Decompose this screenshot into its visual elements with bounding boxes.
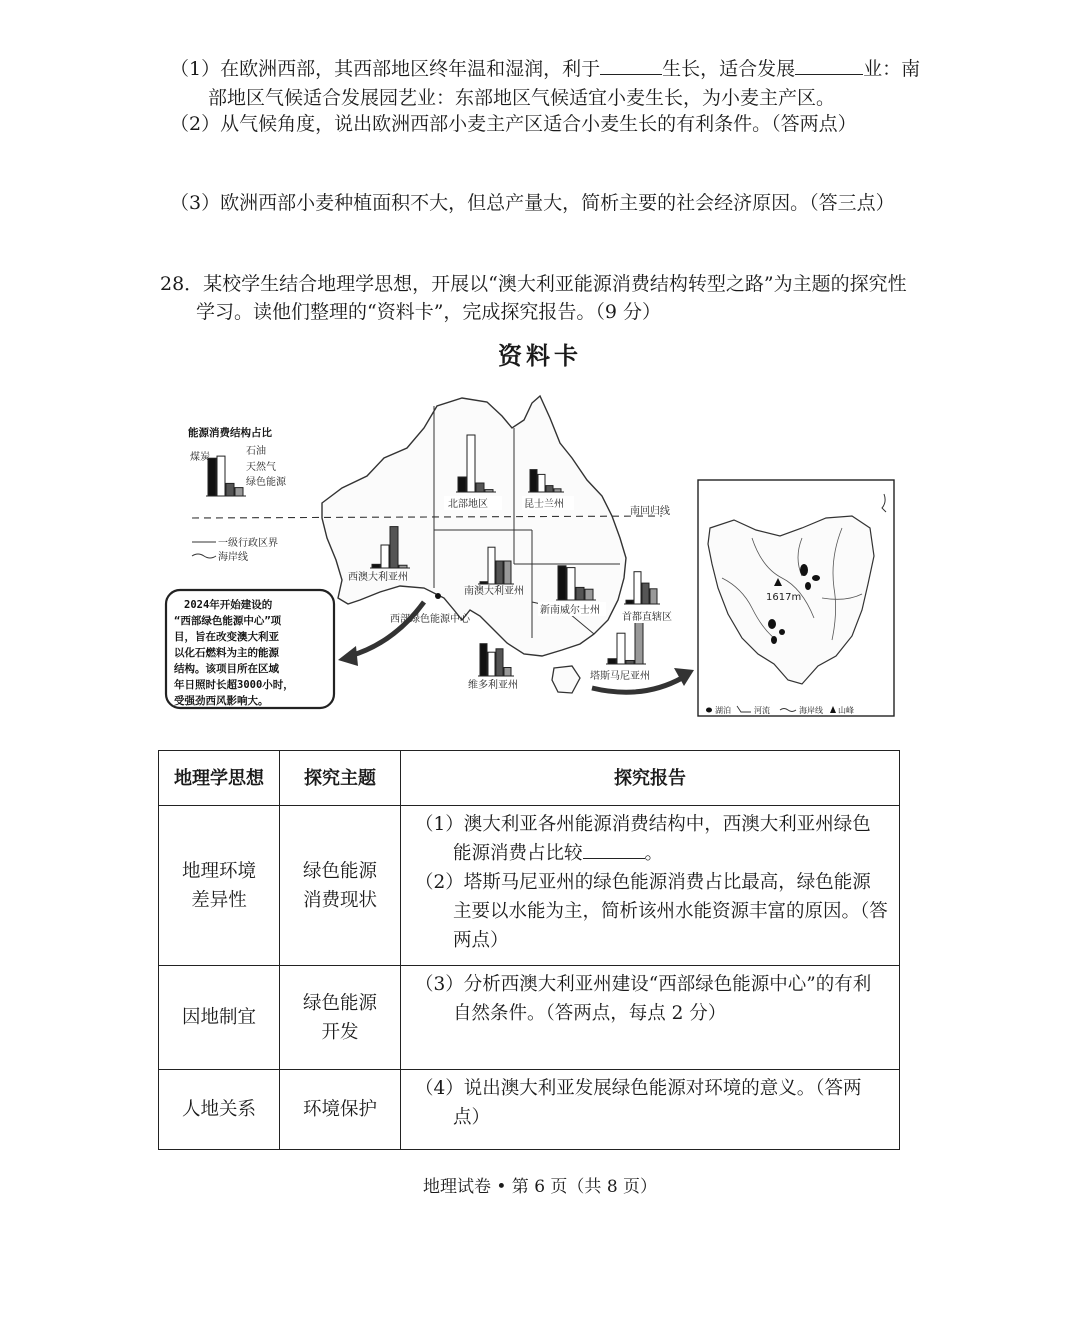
arrow-head-note xyxy=(338,646,358,666)
bar-oil xyxy=(217,456,225,496)
report-part4: （4）说出澳大利亚发展绿色能源对环境的意义。（答两点） xyxy=(415,1078,862,1128)
bar-green xyxy=(504,668,511,677)
legend-oil: 石油 xyxy=(246,446,266,457)
bar-green xyxy=(504,561,511,584)
bar-coal xyxy=(608,659,616,664)
bar-coal xyxy=(458,477,466,492)
center-marker xyxy=(435,593,441,599)
q27-p1-text-b: 生长，适合发展 xyxy=(662,58,796,80)
tasmania-outline xyxy=(552,666,580,693)
inset-legend-river: 河流 xyxy=(754,706,770,715)
bars-tas xyxy=(606,620,646,664)
label-act: 首都直辖区 xyxy=(622,612,672,623)
bar-green xyxy=(635,620,643,664)
row2-report xyxy=(401,966,900,1070)
bar-coal xyxy=(626,600,633,604)
report-part1-b: 源消费占比较 xyxy=(471,843,583,864)
answer-blank[interactable] xyxy=(583,840,645,859)
header-report: 探究报告 xyxy=(401,751,900,806)
row2-theme xyxy=(280,966,401,1070)
bar-gas xyxy=(642,583,649,604)
row1-theme xyxy=(280,806,401,966)
bar-oil xyxy=(381,545,389,568)
bar-green xyxy=(585,589,593,600)
inquiry-report-table xyxy=(158,750,900,1150)
row1-thought xyxy=(159,806,280,966)
q28-stem-line2: 学习。读他们整理的“资料卡”，完成探究报告。（9 分） xyxy=(196,301,662,323)
table-row xyxy=(159,806,900,966)
q27-part2: （2）从气候角度，说出欧洲西部小麦主产区适合小麦生长的有利条件。（答两点） xyxy=(170,113,857,135)
row3-theme: 环境保护 xyxy=(280,1070,401,1150)
bar-oil xyxy=(467,435,475,492)
bar-oil xyxy=(634,572,641,604)
bar-gas xyxy=(576,587,584,600)
q27-p1-text-c: 业：南 xyxy=(863,58,921,80)
bar-coal xyxy=(558,566,566,600)
page-footer: 地理试卷 • 第 6 页（共 8 页） xyxy=(422,1177,658,1197)
bar-oil xyxy=(488,652,495,676)
legend-admin: 一级行政区界 xyxy=(218,538,278,549)
row2-theme-a: 绿色能源 xyxy=(302,992,377,1014)
report-part1-c: 。 xyxy=(644,843,664,864)
inset-legend-peak: 山峰 xyxy=(838,706,854,715)
legend-bar-group xyxy=(206,456,246,496)
report-part1-a: （1）澳大利亚各州能源消费结构中，西澳大利亚州绿色能 xyxy=(415,814,871,864)
label-qld: 昆士兰州 xyxy=(524,499,564,510)
bar-gas xyxy=(496,561,503,584)
legend-coast: 海岸线 xyxy=(218,552,248,563)
bar-gas xyxy=(476,483,484,492)
inset-legend-lake: 湖泊 xyxy=(715,706,731,715)
row1-report xyxy=(401,806,900,966)
card-title: 资料卡 xyxy=(498,342,582,370)
label-nsw: 新南威尔士州 xyxy=(540,605,600,616)
arrow-to-note xyxy=(350,602,424,656)
bar-oil xyxy=(567,568,575,600)
q28-stem-line1: 28．某校学生结合地理学思想，开展以“澳大利亚能源消费结构转型之路”为主题的探究性 xyxy=(160,273,907,295)
bars-vic xyxy=(478,644,514,676)
bar-green xyxy=(554,489,561,492)
bar-green xyxy=(399,565,407,568)
row1-thought-a: 地理环境 xyxy=(181,860,256,882)
report-part3: （3）分析西澳大利亚州建设“西部绿色能源中心”的有利自然条件。（答两点，每点 2 分） xyxy=(415,974,872,1024)
label-wa: 西澳大利亚州 xyxy=(348,572,408,583)
label-north: 北部地区 xyxy=(448,499,488,510)
bar-green xyxy=(235,488,243,496)
row1-theme-b: 消费现状 xyxy=(302,889,377,911)
table-row xyxy=(159,966,900,1070)
bar-gas xyxy=(546,486,553,492)
bar-oil xyxy=(488,547,495,584)
bar-gas xyxy=(496,649,503,676)
australia-map xyxy=(162,388,902,723)
report-part1 xyxy=(415,810,889,868)
legend-coast-line xyxy=(192,554,216,558)
inset-legend-coast: 海岸线 xyxy=(799,706,823,715)
row2-thought: 因地制宜 xyxy=(159,966,280,1070)
legend-coal: 煤炭 xyxy=(190,452,210,463)
row3-thought: 人地关系 xyxy=(159,1070,280,1150)
report-part2: （2）塔斯马尼亚州的绿色能源消费占比最高，绿色能源主要以水能为主，简析该州水能资源丰富的原因。（答两点） xyxy=(415,872,888,951)
q27-part1-line2: 部地区气候适合发展园艺业：东部地区气候适宜小麦生长，为小麦主产区。 xyxy=(208,87,836,109)
bar-gas xyxy=(226,483,234,496)
bar-coal xyxy=(530,470,537,492)
row2-theme-b: 开发 xyxy=(321,1021,359,1043)
header-theme: 探究主题 xyxy=(280,751,401,806)
bar-coal xyxy=(480,582,487,584)
q27-p1-text-a: （1）在欧洲西部，其西部地区终年温和湿润，利于 xyxy=(170,58,601,80)
bar-gas xyxy=(626,660,634,664)
row1-theme-a: 绿色能源 xyxy=(302,860,377,882)
label-vic: 维多利亚州 xyxy=(468,680,518,691)
bar-coal xyxy=(480,644,487,676)
inset-peak-label: 1617m xyxy=(766,592,802,603)
label-tas: 塔斯马尼亚州 xyxy=(590,671,650,682)
answer-blank[interactable] xyxy=(600,56,662,75)
bar-gas xyxy=(390,527,398,568)
header-thought: 地理学思想 xyxy=(159,751,280,806)
table-header-row xyxy=(159,751,900,806)
row1-thought-b: 差异性 xyxy=(191,889,247,911)
bar-oil xyxy=(538,474,545,492)
legend-title: 能源消费结构占比 xyxy=(188,427,272,439)
row3-report xyxy=(401,1070,900,1150)
legend-lake-icon xyxy=(706,708,712,713)
legend-green: 绿色能源 xyxy=(246,477,286,488)
bar-coal xyxy=(372,564,380,568)
label-sa: 南澳大利亚州 xyxy=(464,586,524,597)
label-center: 西部绿色能源中心 xyxy=(390,614,470,625)
table-row xyxy=(159,1070,900,1150)
q27-part3: （3）欧洲西部小麦种植面积不大，但总产量大，简析主要的社会经济原因。（答三点） xyxy=(170,192,895,214)
legend-gas: 天然气 xyxy=(246,462,276,473)
bar-green xyxy=(485,490,493,492)
answer-blank[interactable] xyxy=(795,56,863,75)
data-card-figure xyxy=(162,388,902,723)
bars-act xyxy=(624,572,660,604)
note-text: 2024年开始建设的 “西部绿色能源中心”项 目，旨在改变澳大利亚 以化石燃料为主的能源 结构。该项目所在区域 年日照时长超3000小时， 受强劲西风影响大。 xyxy=(174,599,294,707)
bar-green xyxy=(650,589,657,604)
tropic-label: 南回归线 xyxy=(630,506,670,517)
bar-oil xyxy=(617,633,625,664)
q27-part1-line1 xyxy=(170,56,920,82)
bar-coal xyxy=(208,458,216,496)
